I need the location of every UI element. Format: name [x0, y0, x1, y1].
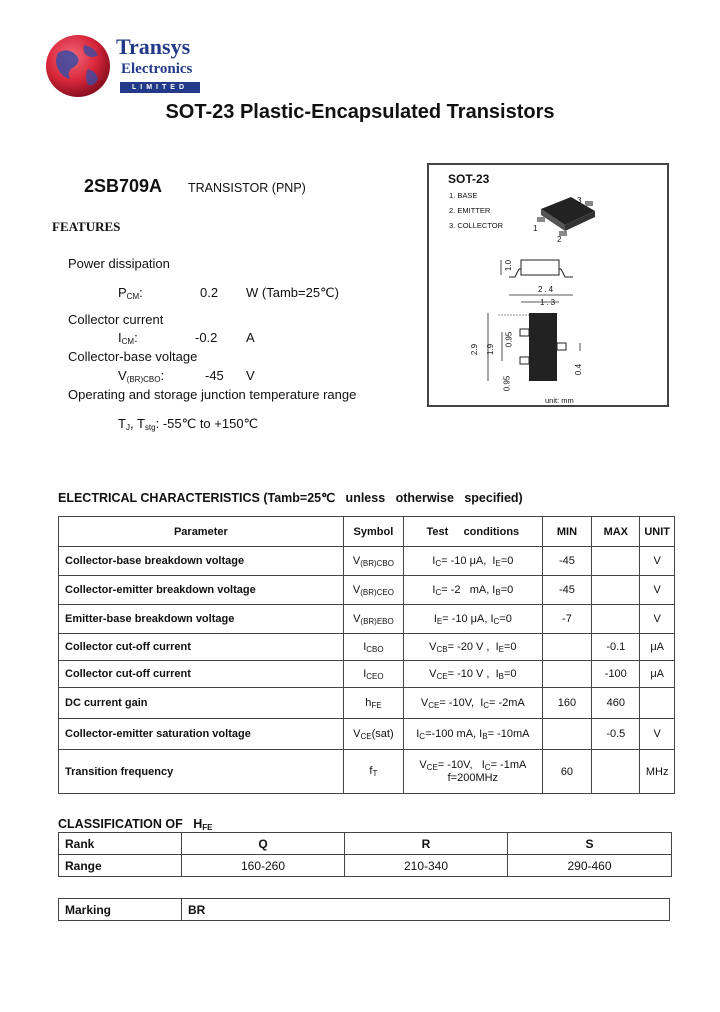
dim-pitch-outer: 1.9 [486, 343, 496, 356]
cell-max [592, 547, 640, 576]
cell-parameter: Emitter-base breakdown voltage [59, 605, 344, 634]
cell-unit: V [640, 605, 675, 634]
table-row [59, 719, 675, 750]
document-title: SOT-23 Plastic-Encapsulated Transistors [165, 101, 555, 123]
cell-min: -45 [542, 576, 592, 605]
temp-label: Operating and storage junction temperature range [68, 387, 357, 402]
range-q: 160-260 [182, 855, 345, 877]
table-row [59, 576, 675, 605]
pin-2-label: 2. EMITTER [449, 206, 491, 215]
cell-symbol: $f_T$ [343, 750, 403, 794]
range-r: 210-340 [345, 855, 508, 877]
pin-number-1: 1 [533, 224, 538, 233]
features-heading: FEATURES [52, 219, 121, 234]
cell-parameter: Collector cut-off current [59, 661, 344, 688]
header-conditions: Test conditions [404, 517, 543, 547]
company-logo-globe [44, 33, 112, 99]
power-value: 0.2 [200, 285, 219, 300]
temp-range: $T_J$, $T_{stg}$: -55℃ to +150℃ [118, 416, 259, 432]
cell-conditions: $I_C=-100$ mA, $I_B= -10mA$ [404, 719, 543, 750]
cell-conditions: $I_C= -2$ mA, $I_B=0$ [404, 576, 543, 605]
cell-unit: μA [640, 661, 675, 688]
range-row [59, 855, 672, 877]
cell-min: -7 [542, 605, 592, 634]
company-name: Transys [116, 34, 191, 59]
current-symbol: $I_{CM}$: [118, 330, 138, 346]
header-unit: UNIT [640, 517, 675, 547]
dim-lead-width: 0.4 [574, 363, 584, 376]
classification-table [58, 832, 672, 877]
table-header-row [59, 517, 675, 547]
cell-symbol: $V_{(BR)CEO}$ [343, 576, 403, 605]
classification-heading: CLASSIFICATION OF $H_{FE}$ [58, 817, 213, 832]
package-3d-drawing [529, 187, 609, 245]
cell-symbol: $V_{(BR)CBO}$ [343, 547, 403, 576]
table-row [59, 634, 675, 661]
dim-length: 2.9 [470, 343, 480, 356]
pin-1-label: 1. BASE [449, 191, 478, 200]
cell-symbol: $V_{(BR)EBO}$ [343, 605, 403, 634]
cell-conditions: $V_{CE}= -10V$, $I_C= -1mA$ f=200MHz [404, 750, 543, 794]
table-row [59, 688, 675, 719]
cell-symbol: $h_{FE}$ [343, 688, 403, 719]
range-s: 290-460 [508, 855, 672, 877]
rank-row [59, 833, 672, 855]
electrical-heading: ELECTRICAL CHARACTERISTICS (Tamb=25℃ unless otherwise specified) [58, 491, 523, 505]
cell-conditions: $I_C= -10$ μA, $I_E=0$ [404, 547, 543, 576]
table-row [59, 750, 675, 794]
marking-value: BR [182, 899, 670, 921]
cell-parameter: DC current gain [59, 688, 344, 719]
current-unit: A [246, 330, 255, 345]
pin-3-label: 3. COLLECTOR [449, 221, 504, 230]
cell-max [592, 576, 640, 605]
cell-parameter: Collector cut-off current [59, 634, 344, 661]
unit-note: unit: mm [545, 396, 574, 405]
pin-number-2: 2 [557, 235, 562, 244]
cell-symbol: $I_{CEO}$ [343, 661, 403, 688]
part-number: 2SB709A [84, 176, 163, 196]
dim-pitch-1: 0.95 [504, 331, 514, 348]
cell-max [592, 605, 640, 634]
electrical-table [58, 516, 675, 794]
voltage-label: Collector-base voltage [68, 349, 198, 364]
rank-r: R [345, 833, 508, 855]
package-name: SOT-23 [448, 172, 490, 186]
cell-conditions: $I_E= -10$ μA, $I_C=0$ [404, 605, 543, 634]
cell-min [542, 634, 592, 661]
current-label: Collector current [68, 312, 164, 327]
range-label: Range [59, 855, 182, 877]
cell-conditions: $V_{CE}= -10V$, $I_C= -2mA$ [404, 688, 543, 719]
marking-label: Marking [59, 899, 182, 921]
cell-max: -100 [592, 661, 640, 688]
dim-height: 1.0 [504, 259, 514, 272]
cell-unit: V [640, 576, 675, 605]
table-row [59, 605, 675, 634]
cell-symbol: $V_{CE}(sat)$ [343, 719, 403, 750]
cell-min: -45 [542, 547, 592, 576]
rank-s: S [508, 833, 672, 855]
cell-parameter: Collector-emitter breakdown voltage [59, 576, 344, 605]
rank-label: Rank [59, 833, 182, 855]
marking-row [59, 899, 670, 921]
power-symbol: $P_{CM}$: [118, 285, 143, 301]
cell-conditions: $V_{CB}= -20$ V , $I_E=0$ [404, 634, 543, 661]
company-subtitle: Electronics [121, 61, 193, 77]
cell-max: -0.1 [592, 634, 640, 661]
table-row [59, 661, 675, 688]
package-outline-box [427, 163, 669, 407]
cell-max: -0.5 [592, 719, 640, 750]
cell-min: 160 [542, 688, 592, 719]
header-min: MIN [542, 517, 592, 547]
marking-table [58, 898, 670, 921]
voltage-symbol: $V_{(BR)CBO}$: [118, 368, 165, 384]
cell-unit: V [640, 547, 675, 576]
cell-parameter: Transition frequency [59, 750, 344, 794]
company-limited-bar: LIMITED [120, 82, 200, 93]
cell-max: 460 [592, 688, 640, 719]
header-max: MAX [592, 517, 640, 547]
dim-width-body: 1.3 [540, 298, 558, 307]
header-symbol: Symbol [343, 517, 403, 547]
dim-pitch-2: 0.95 [502, 375, 512, 392]
cell-unit: V [640, 719, 675, 750]
rank-q: Q [182, 833, 345, 855]
power-unit: W (Tamb=25℃) [246, 285, 339, 300]
cell-parameter: Collector-base breakdown voltage [59, 547, 344, 576]
cell-unit: MHz [640, 750, 675, 794]
pin-number-3: 3 [577, 196, 582, 205]
cell-min [542, 661, 592, 688]
cell-symbol: $I_{CBO}$ [343, 634, 403, 661]
cell-min: 60 [542, 750, 592, 794]
cell-parameter: Collector-emitter saturation voltage [59, 719, 344, 750]
cell-unit: μA [640, 634, 675, 661]
cell-min [542, 719, 592, 750]
power-label: Power dissipation [68, 256, 170, 271]
cell-unit [640, 688, 675, 719]
current-value: -0.2 [195, 330, 218, 345]
voltage-value: -45 [205, 368, 224, 383]
part-type: TRANSISTOR (PNP) [188, 181, 306, 195]
cell-max [592, 750, 640, 794]
voltage-unit: V [246, 368, 255, 383]
header-parameter: Parameter [59, 517, 344, 547]
table-row [59, 547, 675, 576]
dim-width-total: 2.4 [538, 285, 556, 294]
cell-conditions: $V_{CE}= -10$ V , $I_B=0$ [404, 661, 543, 688]
